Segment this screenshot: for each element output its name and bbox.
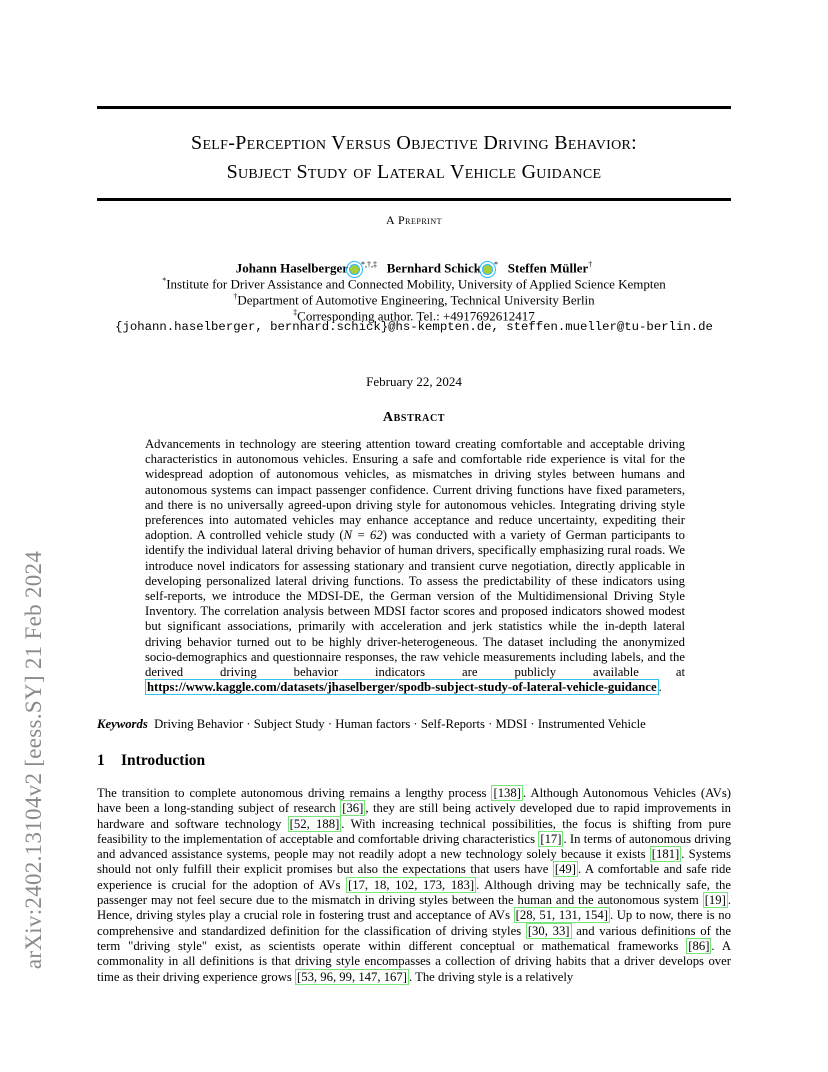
- keywords-text: Driving Behavior · Subject Study · Human factors · Self-Reports · MDSI · Instrumented Vehicle: [154, 717, 646, 731]
- abstract-text: ) was conducted with a variety of German participants to identify the individual lateral driving behavior of human drivers, specifically emphasizing rural roads. We introduce novel indicators for assessing stationary and transient curve negotiation, directly applicable in developing personalized lateral driving functions. To assess the predictability of these indicators using self-reports, we introduce the MDSI-DE, the German version of the Multidimensional Driving Style Inventory. The correlation analysis between MDSI factor scores and proposed indicators showed modest but significant associations, primarily with acceleration and jerk statistics while the in-depth lateral driving behavior turned out to be highly driver-heterogeneous. The dataset including the anonymized socio-demographics and questionnaire responses, the raw vehicle measurements including labels, and the derived driving behavior indicators are publicly available at: [145, 528, 685, 680]
- author-marks: *,†,‡: [361, 260, 378, 269]
- author-emails: {johann.haselberger, bernhard.schick}@hs-kempten.de, steffen.mueller@tu-berlin.de: [115, 320, 713, 334]
- author-name: Johann Haselberger: [235, 260, 349, 276]
- intro-text: The transition to complete autonomous driving remains a lengthy process: [97, 786, 492, 800]
- affiliation-mark: *: [162, 276, 167, 285]
- keywords: [97, 717, 731, 732]
- author-marks: †: [588, 260, 593, 269]
- intro-text: . Systems should not only fulfill their explicit promises but also the expectations that users have: [97, 847, 731, 877]
- intro-text: . With increasing technical possibilities, the focus is shifting from pure feasibility to the implementation of acceptable and comfortable driving characteristics: [97, 816, 731, 846]
- intro-text: . Although Autonomous Vehicles (AVs) have been a long-standing subject of research: [97, 786, 731, 816]
- citation-link[interactable]: [49]: [554, 862, 576, 877]
- affiliation-mark: †: [233, 292, 238, 301]
- author-marks: *: [494, 260, 499, 269]
- citation-link[interactable]: [138]: [493, 786, 521, 800]
- citation-link[interactable]: [19]: [704, 893, 726, 908]
- intro-text: and various definitions of the term "driving style" exist, as scientists operate within different conceptual or mathematical frameworks: [97, 923, 731, 953]
- citation-link[interactable]: [17, 18, 102, 173, 183]: [348, 877, 475, 892]
- intro-text: , they are still being actively developed due to rapid improvements in hardware and software technology: [97, 801, 731, 831]
- intro-text: . Although driving may be technically safe, the passenger may not feel secure due to the mismatch in driving styles between the human and the autonomous system: [97, 877, 731, 908]
- citation-link[interactable]: [53, 96, 99, 147, 167]: [297, 969, 407, 984]
- arxiv-stamp-text: arXiv:2402.13104v2 [eess.SY] 21 Feb 2024: [21, 550, 46, 970]
- intro-text: . A commonality in all definitions is that driving style encompasses a collection of driving habits that a driver develops over time as their driving experience grows: [97, 938, 731, 984]
- citation-link[interactable]: [86]: [688, 938, 710, 953]
- affiliation-mark: ‡: [293, 308, 298, 317]
- affiliation-text: Department of Automotive Engineering, Technical University Berlin: [237, 292, 595, 308]
- citation-link[interactable]: [30, 33]: [527, 923, 570, 938]
- intro-text: . In terms of autonomous driving and advanced assistance systems, people may not readily adopt a new technology solely because it exists: [97, 831, 731, 862]
- keywords-label: Keywords: [97, 717, 148, 731]
- title-rule-bottom: [97, 198, 731, 201]
- intro-text: . A comfortable and safe ride experience is crucial for the adoption of AVs: [97, 862, 731, 892]
- intro-text: . Hence, driving styles play a crucial role in fostering trust and acceptance of AVs: [97, 893, 731, 923]
- section-title: Introduction: [121, 752, 206, 769]
- citation-link[interactable]: [17]: [540, 831, 562, 846]
- title-line-2: Subject Study of Lateral Vehicle Guidance: [226, 161, 602, 183]
- intro-text: . Up to now, there is no comprehensive and standardized definition for the classification of driving styles: [97, 908, 731, 938]
- introduction-body: [97, 786, 731, 985]
- paper-title: [97, 129, 731, 187]
- abstract-math: N = 62: [343, 528, 383, 543]
- abstract-heading: Abstract: [382, 410, 446, 425]
- citation-link[interactable]: [181]: [651, 847, 680, 862]
- affiliation-text: Institute for Driver Assistance and Connected Mobility, University of Applied Science Kempten: [166, 276, 666, 292]
- arxiv-stamp: [14, 290, 54, 970]
- title-rule-top: [97, 106, 731, 109]
- paper-date: February 22, 2024: [366, 374, 462, 389]
- dataset-link[interactable]: https://www.kaggle.com/datasets/jhaselberger/spodb-subject-study-of-lateral-vehicle-guidance: [147, 680, 657, 695]
- section-number: 1: [97, 752, 105, 769]
- citation-link[interactable]: [52, 188]: [289, 816, 340, 831]
- section-heading: [97, 752, 205, 770]
- citation-link[interactable]: [36]: [342, 801, 364, 816]
- abstract-body: [145, 437, 685, 695]
- author-name: Bernhard Schick: [386, 260, 482, 276]
- author-name: Steffen Müller: [507, 260, 589, 276]
- citation-link[interactable]: [28, 51, 131, 154]: [515, 908, 608, 923]
- title-line-1: Self-Perception Versus Objective Driving Behavior:: [191, 132, 637, 154]
- affiliation-text: Corresponding author. Tel.: +4917692612417: [297, 308, 535, 324]
- abstract-text: .: [658, 680, 662, 695]
- preprint-label: A Preprint: [385, 213, 442, 227]
- intro-text: . The driving style is a relatively: [408, 969, 574, 984]
- abstract-text: Advancements in technology are steering attention toward creating comfortable and acceptable driving characteristics in autonomous vehicles. Ensuring a safe and comfortable ride experience is vital for the widespread adoption of autonomous vehicles, as mismatches in driving styles between humans and autonomous systems can impact passenger confidence. Current driving functions have fixed parameters, and there is no universally agreed-upon driving style for autonomous vehicles. Integrating driving style preferences into automated vehicles may enhance acceptance and reduce uncertainty, expediting their adoption. A controlled vehicle study (: [145, 437, 685, 543]
